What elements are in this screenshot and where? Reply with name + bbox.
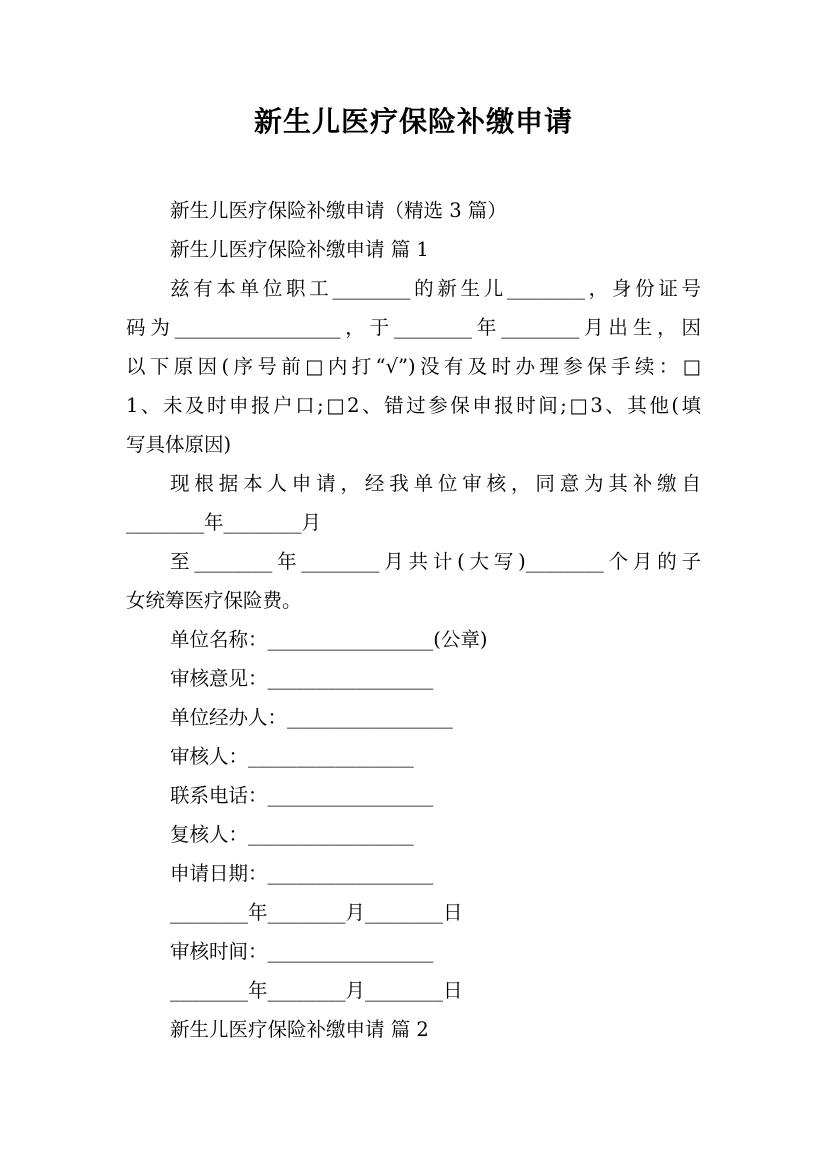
form-field-unit-handler: 单位经办人：_________________ (170, 706, 453, 729)
form-field-review-opinion: 审核意见：_________________ (170, 667, 434, 690)
form-field-reviewer: 审核人：_________________ (170, 745, 414, 768)
body-line: 以下原因(序号前□内打“√”)没有及时办理参保手续：□ (126, 355, 701, 378)
body-line: 1、未及时申报户口;□2、错过参保申报时间;□3、其他(填 (126, 394, 701, 417)
section-heading-1: 新生儿医疗保险补缴申请 篇 1 (170, 238, 429, 261)
form-field-review-time: 审核时间：_________________ (170, 940, 434, 963)
body-line: 兹有本单位职工________的新生儿________，身份证号 (170, 277, 701, 300)
body-line: 女统筹医疗保险费。 (126, 589, 302, 612)
form-field-phone: 联系电话：_________________ (170, 784, 434, 807)
form-field-date-blanks: ________年________月________日 (170, 901, 463, 924)
body-line: 写具体原因) (126, 433, 232, 456)
body-line: 至________年________月共计(大写)________个月的子 (170, 550, 701, 573)
body-line: 现根据本人申请，经我单位审核，同意为其补缴自 (170, 472, 701, 495)
document-title: 新生儿医疗保险补缴申请 (253, 105, 573, 138)
form-field-apply-date: 申请日期：_________________ (170, 862, 434, 885)
subtitle-line: 新生儿医疗保险补缴申请（精选 3 篇） (170, 199, 507, 222)
form-field-date-blanks: ________年________月________日 (170, 979, 463, 1002)
form-field-unit-name: 单位名称：_________________(公章) (170, 628, 488, 651)
form-field-rechecker: 复核人：_________________ (170, 823, 414, 846)
body-line: 码为_________________，于________年________月出生，因 (126, 316, 701, 339)
section-heading-2: 新生儿医疗保险补缴申请 篇 2 (170, 1018, 429, 1041)
body-line: ________年________月 (126, 511, 322, 534)
